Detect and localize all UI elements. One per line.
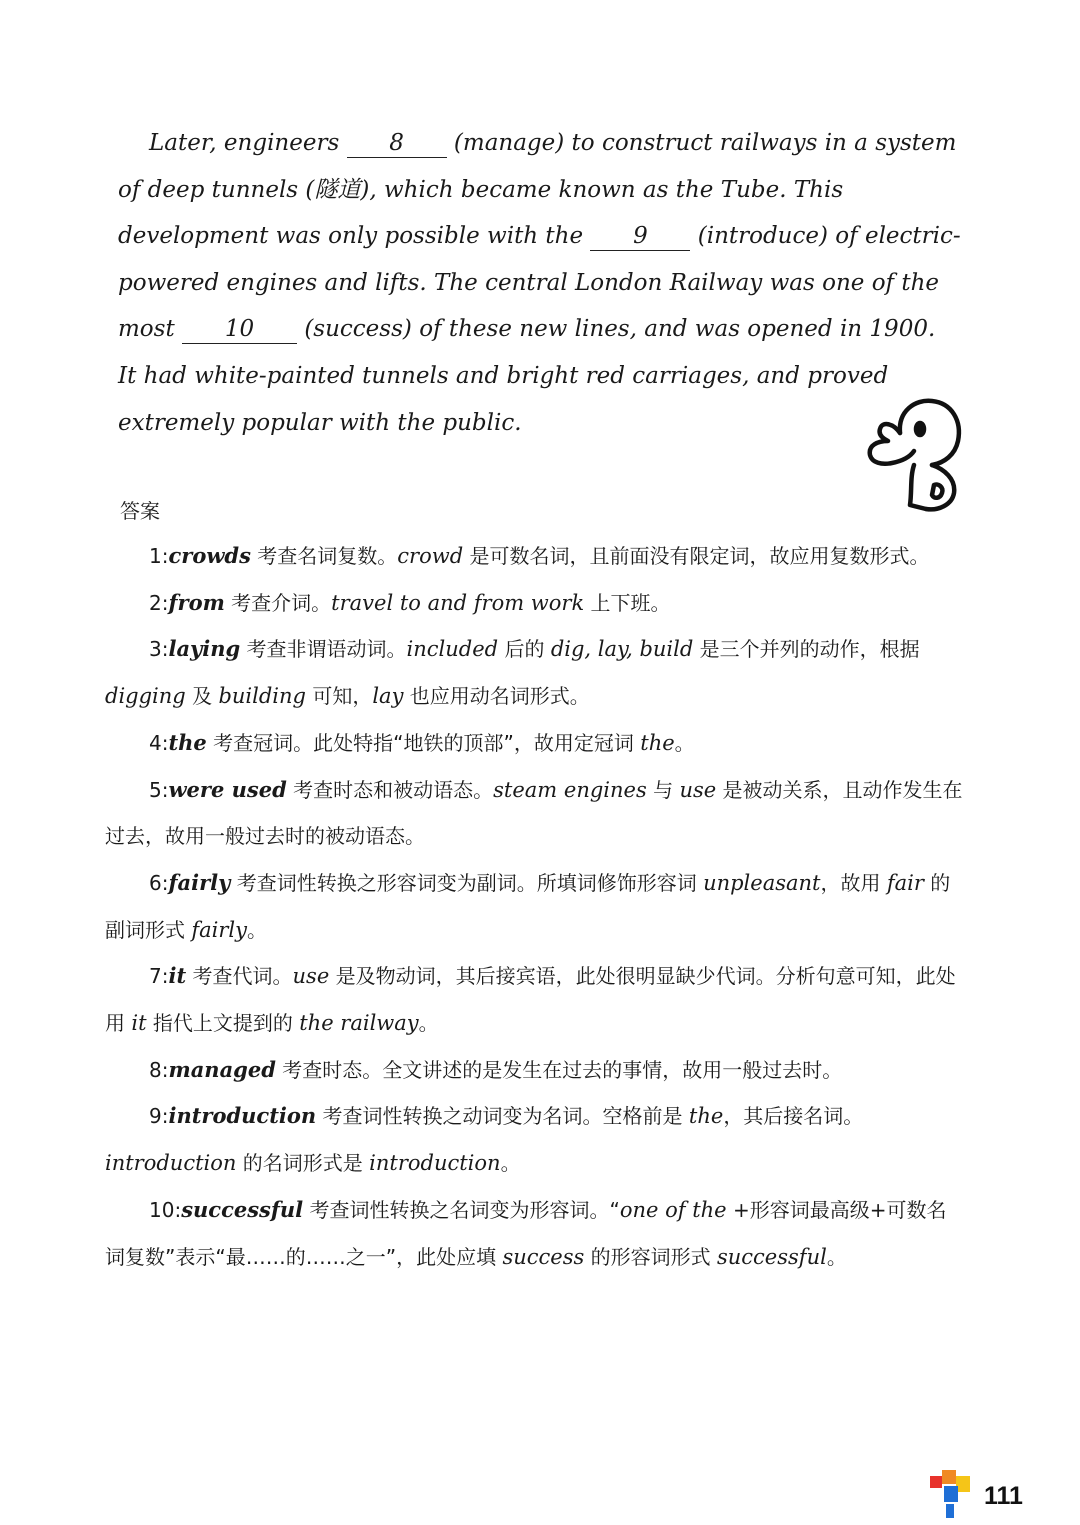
answer-term: the railway [299, 1011, 419, 1036]
answer-number: 5: [149, 777, 169, 802]
hint-tunnel: (隧道), [305, 176, 377, 203]
answer-text: 考查非谓语动词。 [240, 637, 407, 662]
answer-text: 是三个并列的动作，根据 [693, 637, 920, 662]
answer-key: introduction [168, 1103, 317, 1129]
answer-term: introduction [369, 1151, 501, 1176]
answer-text: 。 [826, 1244, 847, 1269]
answer-item-1 [105, 533, 965, 580]
answer-text: 的名词形式是 [236, 1151, 370, 1176]
answer-number: 4: [149, 730, 169, 755]
answer-key: successful [181, 1196, 304, 1222]
answer-text: ，故用 [820, 870, 887, 895]
answer-key: from [168, 589, 225, 615]
answer-number: 1: [149, 544, 169, 568]
answer-text: 考查冠词。此处特指“地铁的顶部”，故用定冠词 [206, 730, 641, 755]
answer-term: fairly [191, 917, 247, 942]
answer-term: use [679, 777, 717, 802]
answer-text: ，其后接名词。 [723, 1104, 864, 1129]
answer-item-7 [105, 953, 965, 1046]
answer-key: fairly [168, 869, 231, 895]
answer-text: 的形容词形式 [584, 1244, 717, 1269]
answers-heading: 答案 [120, 499, 160, 523]
answer-term: it [131, 1011, 147, 1036]
answer-item-4 [105, 720, 965, 767]
answer-number: 3: [149, 637, 169, 662]
answer-term: one of the [619, 1197, 727, 1222]
answer-text: 。 [418, 1011, 439, 1036]
answer-text: 。 [674, 730, 695, 755]
answer-term: success [502, 1244, 585, 1269]
answer-key: were used [168, 776, 287, 802]
answer-text: +形容词最高级+可数名词复数”表示“最……的……之一”，此处应填 [105, 1197, 947, 1269]
hint-introduce: (introduce) [697, 223, 828, 250]
answer-text: 考查时态。全文讲述的是发生在过去的事情，故用一般过去时。 [275, 1057, 843, 1082]
answer-text: 后的 [498, 637, 551, 662]
hint-manage: (manage) [453, 130, 565, 156]
answer-text: 。 [247, 917, 267, 942]
passage-line-5 [118, 306, 988, 353]
answer-number: 9: [149, 1104, 169, 1129]
mascot-thumbs-up-icon [860, 393, 970, 518]
answer-text: 指代上文提到的 [146, 1011, 300, 1036]
answer-key: crowds [168, 543, 251, 568]
answer-text: 考查介词。 [224, 590, 332, 615]
answer-text: 也应用动名词形式。 [403, 684, 590, 709]
passage-line-2 [118, 167, 988, 214]
answer-text: 及 [185, 684, 219, 709]
answer-item-8 [105, 1047, 965, 1094]
answer-key: laying [168, 636, 241, 662]
passage-text: of these new lines, and was opened in 1900. [419, 316, 936, 343]
answer-number: 10: [149, 1197, 182, 1222]
blank-8: 8 [347, 131, 447, 158]
answer-term: lay [372, 684, 404, 709]
publisher-logo-icon [930, 1470, 972, 1524]
exercise-passage [118, 120, 988, 446]
answer-key: managed [168, 1056, 276, 1082]
answer-number: 2: [149, 590, 169, 615]
answer-number: 6: [149, 870, 169, 895]
answer-term: fair [886, 870, 924, 895]
answer-text: 上下班。 [584, 590, 671, 615]
answer-key: the [168, 729, 207, 755]
answer-term: building [218, 684, 306, 709]
answer-item-2 [105, 580, 965, 627]
answer-item-6 [105, 860, 965, 953]
answer-term: travel to and from work [331, 590, 585, 615]
answer-text: 是可数名词，且前面没有限定词，故应用复数形式。 [463, 544, 930, 568]
blank-9: 9 [590, 224, 690, 251]
passage-line-3 [118, 213, 988, 260]
answer-term: crowd [397, 544, 464, 568]
answer-term: digging [105, 684, 186, 709]
answer-text: 考查词性转换之形容词变为副词。所填词修饰形容词 [230, 870, 704, 895]
hint-success: (success) [304, 316, 412, 343]
answer-text: 考查名词复数。 [250, 544, 398, 568]
answer-term: steam engines [493, 777, 647, 802]
answer-term: dig, lay, build [550, 637, 694, 662]
answer-text: 与 [646, 777, 680, 802]
answer-item-3 [105, 626, 965, 719]
answer-term: unpleasant [703, 870, 821, 895]
answer-number: 8: [149, 1057, 169, 1082]
passage-text: of electric- [835, 223, 961, 250]
answer-item-10 [105, 1187, 965, 1280]
passage-text: Later, engineers [149, 130, 340, 156]
answer-term: the [688, 1104, 724, 1129]
blank-10: 10 [182, 317, 297, 344]
answer-text: 。 [500, 1151, 521, 1176]
passage-text: most [118, 316, 175, 343]
answer-text: 考查词性转换之名词变为形容词。“ [303, 1197, 620, 1222]
answer-text: 是被动关系，且动作发生在过去，故用一般过去时的被动语态。 [105, 777, 963, 849]
answer-text: 考查代词。 [186, 964, 293, 989]
answer-key: it [168, 963, 187, 989]
answer-list [105, 533, 965, 1280]
passage-text: development was only possible with the [118, 223, 584, 250]
answer-text: 考查时态和被动语态。 [286, 777, 494, 802]
answer-item-9 [105, 1093, 965, 1186]
passage-line-6: It had white-painted tunnels and bright red carriages, and proved [118, 362, 889, 389]
passage-line-4: powered engines and lifts. The central London Railway was one of the [118, 269, 940, 296]
page-number: 111 [984, 1482, 1023, 1510]
answer-text: 是及物动词，其后接宾语，此处很明显缺少代词。分析句意可知，此处用 [105, 964, 956, 1036]
answer-text: 可知， [305, 684, 373, 709]
passage-text: to construct railways in a system [571, 130, 957, 156]
answer-text: 考查词性转换之动词变为名词。空格前是 [316, 1104, 689, 1129]
answer-number: 7: [149, 964, 169, 989]
answer-text: 的副词形式 [105, 870, 951, 942]
answer-term: introduction [105, 1151, 237, 1176]
passage-line-1 [118, 120, 988, 167]
passage-text: which became known as the Tube. This [384, 176, 844, 203]
passage-text: of deep tunnels [118, 176, 299, 203]
answer-term: the [640, 730, 675, 755]
passage-line-7: extremely popular with the public. [118, 409, 522, 436]
answer-term: successful [716, 1244, 827, 1269]
answer-item-5 [105, 767, 965, 860]
answer-term: included [406, 637, 499, 662]
answer-term: use [292, 964, 330, 989]
